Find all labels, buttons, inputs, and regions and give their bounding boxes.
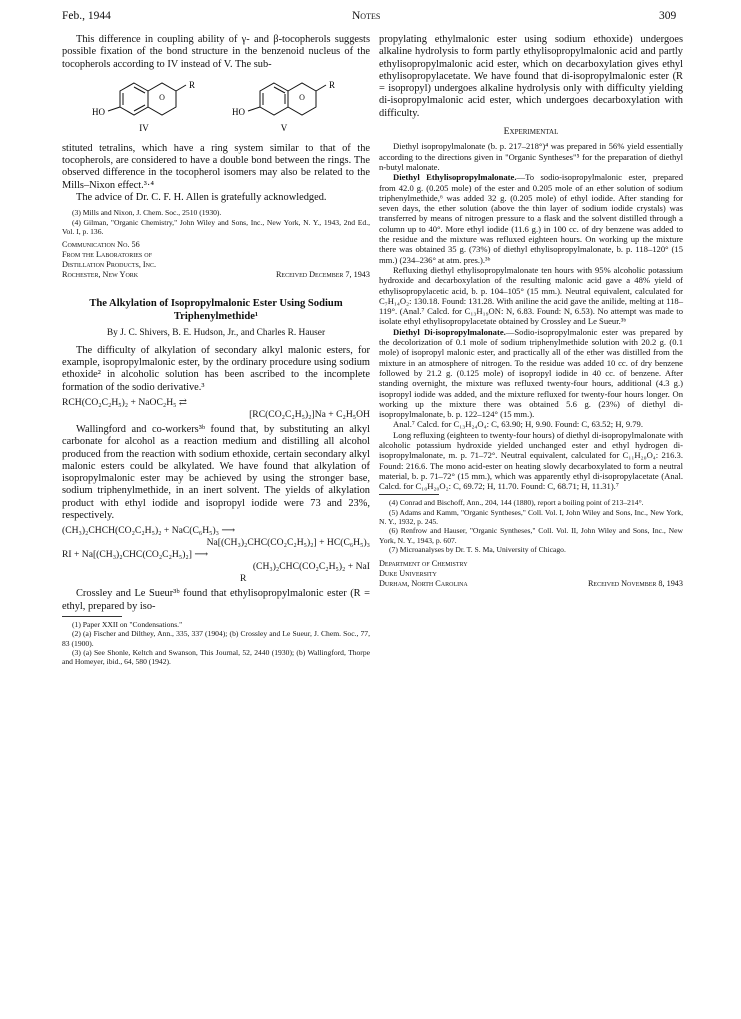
footnote-7: (7) Microanalyses by Dr. T. S. Ma, University of Chicago.	[389, 544, 566, 554]
address-city: Durham, North Carolina	[379, 579, 468, 589]
paragraph: Refluxing diethyl ethylisopropylmalonate ten hours with 95% alcoholic potassium hydroxide and decarboxylation of the resulting malonic acid gave a 48% yield of ethylisopropylacetic acid, b. p. 104–105° (15 mm.). Neutral equivalent, calculated for C₇H₁₄O₂: 130.18. Found: 131.28. With aniline the acid gave the anilide, melting at 118–119°. (Anal.⁷ Calcd. for C₁₃H₁₉ON: N, 6.83. Found: N, 6.53). No attempt was made to isolate ethyl ethylisopropylacetate obtained by Crossley and Le Sueur.³ᵇ	[379, 264, 683, 327]
footnote-rule	[379, 494, 439, 495]
equation-line: RCH(CO₂C₂H₅)₂ + NaOC₂H₅ ⇄	[62, 396, 187, 408]
address-line: Department of Chemistry	[379, 559, 468, 569]
label-v: V	[280, 122, 288, 133]
footnote-1: (1) Paper XXII on "Condensations."	[72, 619, 183, 629]
label-iv: IV	[139, 122, 149, 133]
equation-line: (CH₃)₂CHC(CO₂C₂H₅)₂ + NaI	[252, 561, 370, 573]
address-line: Duke University	[379, 569, 437, 579]
footnote-3b: (3) (a) See Shonle, Keltch and Swanson, This Journal, 52, 2440 (1930); (b) Wallingford, Thorpe and Homeyer, ibid., 64, 580 (1942).	[62, 647, 370, 667]
footnote-rule	[62, 616, 122, 617]
address-received-line	[62, 270, 370, 280]
equation-line: (CH₃)₂CHCH(CO₂C₂H₅)₂ + NaC(C₆H₅)₃ ⟶	[62, 525, 236, 537]
equation-substituent: R	[240, 573, 247, 585]
ho-label-iv: HO	[92, 106, 105, 117]
running-header	[0, 10, 741, 26]
footnote-6: (6) Renfrow and Hauser, "Organic Syntheses," Coll. Vol. II, John Wiley and Sons, Inc., New York, N. Y., 1943, p. 607.	[379, 526, 683, 545]
paragraph	[379, 172, 683, 265]
paragraph: Anal.⁷ Calcd. for C₁₃H₂₄O₄: C, 63.90; H, 9.90. Found: C, 63.52; H, 9.79.	[393, 419, 644, 430]
footnote-2: (2) (a) Fischer and Dilthey, Ann., 335, 337 (1904); (b) Crossley and Le Sueur, J. Chem. Soc., 77, 83 (1900).	[62, 629, 370, 648]
footnote-3: (3) Mills and Nixon, J. Chem. Soc., 2510 (1930).	[72, 208, 222, 218]
paragraph-text: —Sodio-isopropylmalonic ester was prepared by the decolorization of 0.1 mole of sodium triphenylmethide solution with 20.2 g. (0.1 mole) of isopropyl malonic ester, and practically all of the ether was distilled from the mixture in an atmosphere of nitrogen. To the residue was added 10 cc. of dry benzene followed by 21.2 g. (0.125 mole) of isopropyl iodide in 40 cc. of benzene. After standing overnight, the mixture was refluxed twenty-four hours, additional (4.3 g.) isopropyl iodide was added, and the mixture refluxed for twenty-four hours longer. On working up the mixture there was obtained 5.6 g. (23%) of diethyl di-isopropylmalonate, b. p. 122–124° (15 mm.).	[379, 326, 684, 420]
svg-text:O: O	[299, 92, 305, 102]
r-group-iv: R	[189, 79, 196, 90]
paragraph: propylating ethylmalonic ester using sodium ethoxide) undergoes alkaline hydrolysis to form partly ethylisopropylmalonic acid and partly ethylisopropylmalonic acid ester, which on decarboxylation gives ethyl ethylisopropylacetate. We have found that di-isopropylmalonic ester (R = isopropyl) undergoes alkaline hydrolysis only with difficulty yielding di-isopropylmalonic acid ester, which undergoes decarboxylation with difficulty.	[379, 34, 683, 119]
ho-label-v: HO	[232, 106, 245, 117]
r-group-v: R	[329, 79, 336, 90]
right-column	[379, 34, 683, 589]
equation-line: Na[(CH₃)₂CHC(CO₂C₂H₅)₂] + HC(C₆H₅)₃	[206, 537, 370, 549]
address-line: Distillation Products, Inc.	[62, 260, 157, 270]
subheading: Diethyl Ethylisopropylmalonate.	[393, 172, 517, 183]
paragraph: This difference in coupling ability of γ- and β-tocopherols suggests possible fixation of the bond structure in the benzenoid nucleus of the tocopherols according to IV instead of V. The sub-	[62, 34, 370, 70]
article-title: The Alkylation of Isopropylmalonic Ester Using Sodium Triphenylmethide¹	[89, 298, 343, 322]
equation-line: RI + Na[(CH₃)₂CHC(CO₂C₂H₅)₂] ⟶	[62, 549, 209, 561]
left-column	[62, 34, 370, 666]
paragraph: The difficulty of alkylation of secondary alkyl malonic esters, for example, isopropylmalonic ester, by the ordinary procedure using sodium ethoxide² in alcoholic solution has been ascribed to the incomplete formation of the sodio derivative.³	[62, 344, 370, 393]
paragraph: stituted tetralins, which have a ring system similar to that of the tocopherols, are considered to have a double bond between the rings. The observed difference in the tocopherol isomers may also be related to the Mills–Nixon effect.³·⁴	[62, 142, 370, 191]
footnote-4: (4) Conrad and Bischoff, Ann., 204, 144 (1880), report a boiling point of 213–214°.	[389, 498, 644, 508]
header-page-number: 309	[659, 10, 677, 22]
paragraph: The advice of Dr. C. F. H. Allen is gratefully acknowledged.	[76, 192, 327, 204]
svg-text:O: O	[159, 92, 165, 102]
received-date: Received December 7, 1943	[275, 270, 370, 280]
footnote-4: (4) Gilman, "Organic Chemistry," John Wiley and Sons, Inc., New York, N. Y., 1943, 2nd Ed., Vol. I, p. 136.	[62, 217, 370, 236]
paragraph-text: —To sodio-isopropylmalonic ester, prepared from 42.0 g. (0.205 mole) of the ester and 0.205 mole of an ether solution of sodium triphenylmethide,⁶ was added 32 g. (0.205 mole) of ethyl iodide. After standing for seven days, the ether solution (above the thin layer of sodium iodide crystals) was transferred by means of nitrogen pressure to a flask and the solvent distilled through a column up to 40°. More ethyl iodide (11.6 g.) in 100 cc. of dry benzene was added to the residue and the mixture was refluxed eighteen hours. On working up the mixture there was obtained 35 g. (73%) of diethyl ethylisopropylmalonate, b. p. 118–120° (15 mm.) (234–236° at atm. pres.).³ᵇ	[379, 172, 683, 265]
paragraph: Diethyl isopropylmalonate (b. p. 217–218°)⁴ was prepared in 56% yield essentially according to the directions given in "Organic Syntheses"⁵ for the preparation of diethyl n-butyl malonate.	[379, 141, 683, 172]
paragraph: Crossley and Le Sueur³ᵇ found that ethylisopropylmalonic ester (R = ethyl, prepared by iso-	[62, 588, 370, 612]
address-received-line	[379, 579, 683, 589]
structures-iv-v	[62, 71, 370, 143]
section-heading: Experimental	[503, 126, 559, 138]
communication-number: Communication No. 56	[62, 240, 140, 250]
footnote-5: (5) Adams and Kamm, "Organic Syntheses," Coll. Vol. I, John Wiley and Sons, Inc., New York, N. Y., 1932, p. 245.	[379, 507, 683, 527]
header-section: Notes	[352, 10, 381, 22]
received-date: Received November 8, 1943	[587, 579, 683, 589]
paragraph: Long refluxing (eighteen to twenty-four hours) of diethyl di-isopropylmalonate with alcoholic potassium hydroxide yielded unchanged ester and ethyl hydrogen di-isopropylmalonate, m. p. 71–72°. Neutral equivalent, calculated for C₁₁H₂₀O₄: 216.3. Found: 216.6. The mono acid-ester on heating slowly decarboxylated to form a neutral material, b. p. 71–72° (15 mm.), which was apparently ethyl di-isopropylacetate (Anal. Calcd. for C₁₀H₂₀O₂: C, 69.72; H, 11.70. Found: C, 68.71; H, 11.31).⁷	[379, 429, 683, 492]
equation-line: [RC(CO₂C₂H₅)₂]Na + C₂H₅OH	[249, 408, 370, 420]
address-line: From the Laboratories of	[62, 250, 152, 260]
address-city: Rochester, New York	[62, 270, 139, 280]
article-authors: By J. C. Shivers, B. E. Hudson, Jr., and Charles R. Hauser	[106, 328, 326, 339]
paragraph: Wallingford and co-workers³ᵇ found that, by substituting an alkyl carbonate for alcohol as a reaction medium and distilling all alcohol produced from the reaction with sodium ethoxide, certain secondary alkyl malonic esters could be alkylated. We have found that alkylation of isopropylmalonic ester may be achieved by using the stronger base, sodium triphenylmethide, in an inert solvent. The yields of alkylation product with ethyl iodide and isopropyl iodide were 73 and 23%, respectively.	[62, 423, 370, 522]
paragraph	[379, 327, 683, 420]
header-date: Feb., 1944	[62, 10, 111, 22]
subheading: Diethyl Di-isopropylmalonate.	[393, 326, 506, 337]
